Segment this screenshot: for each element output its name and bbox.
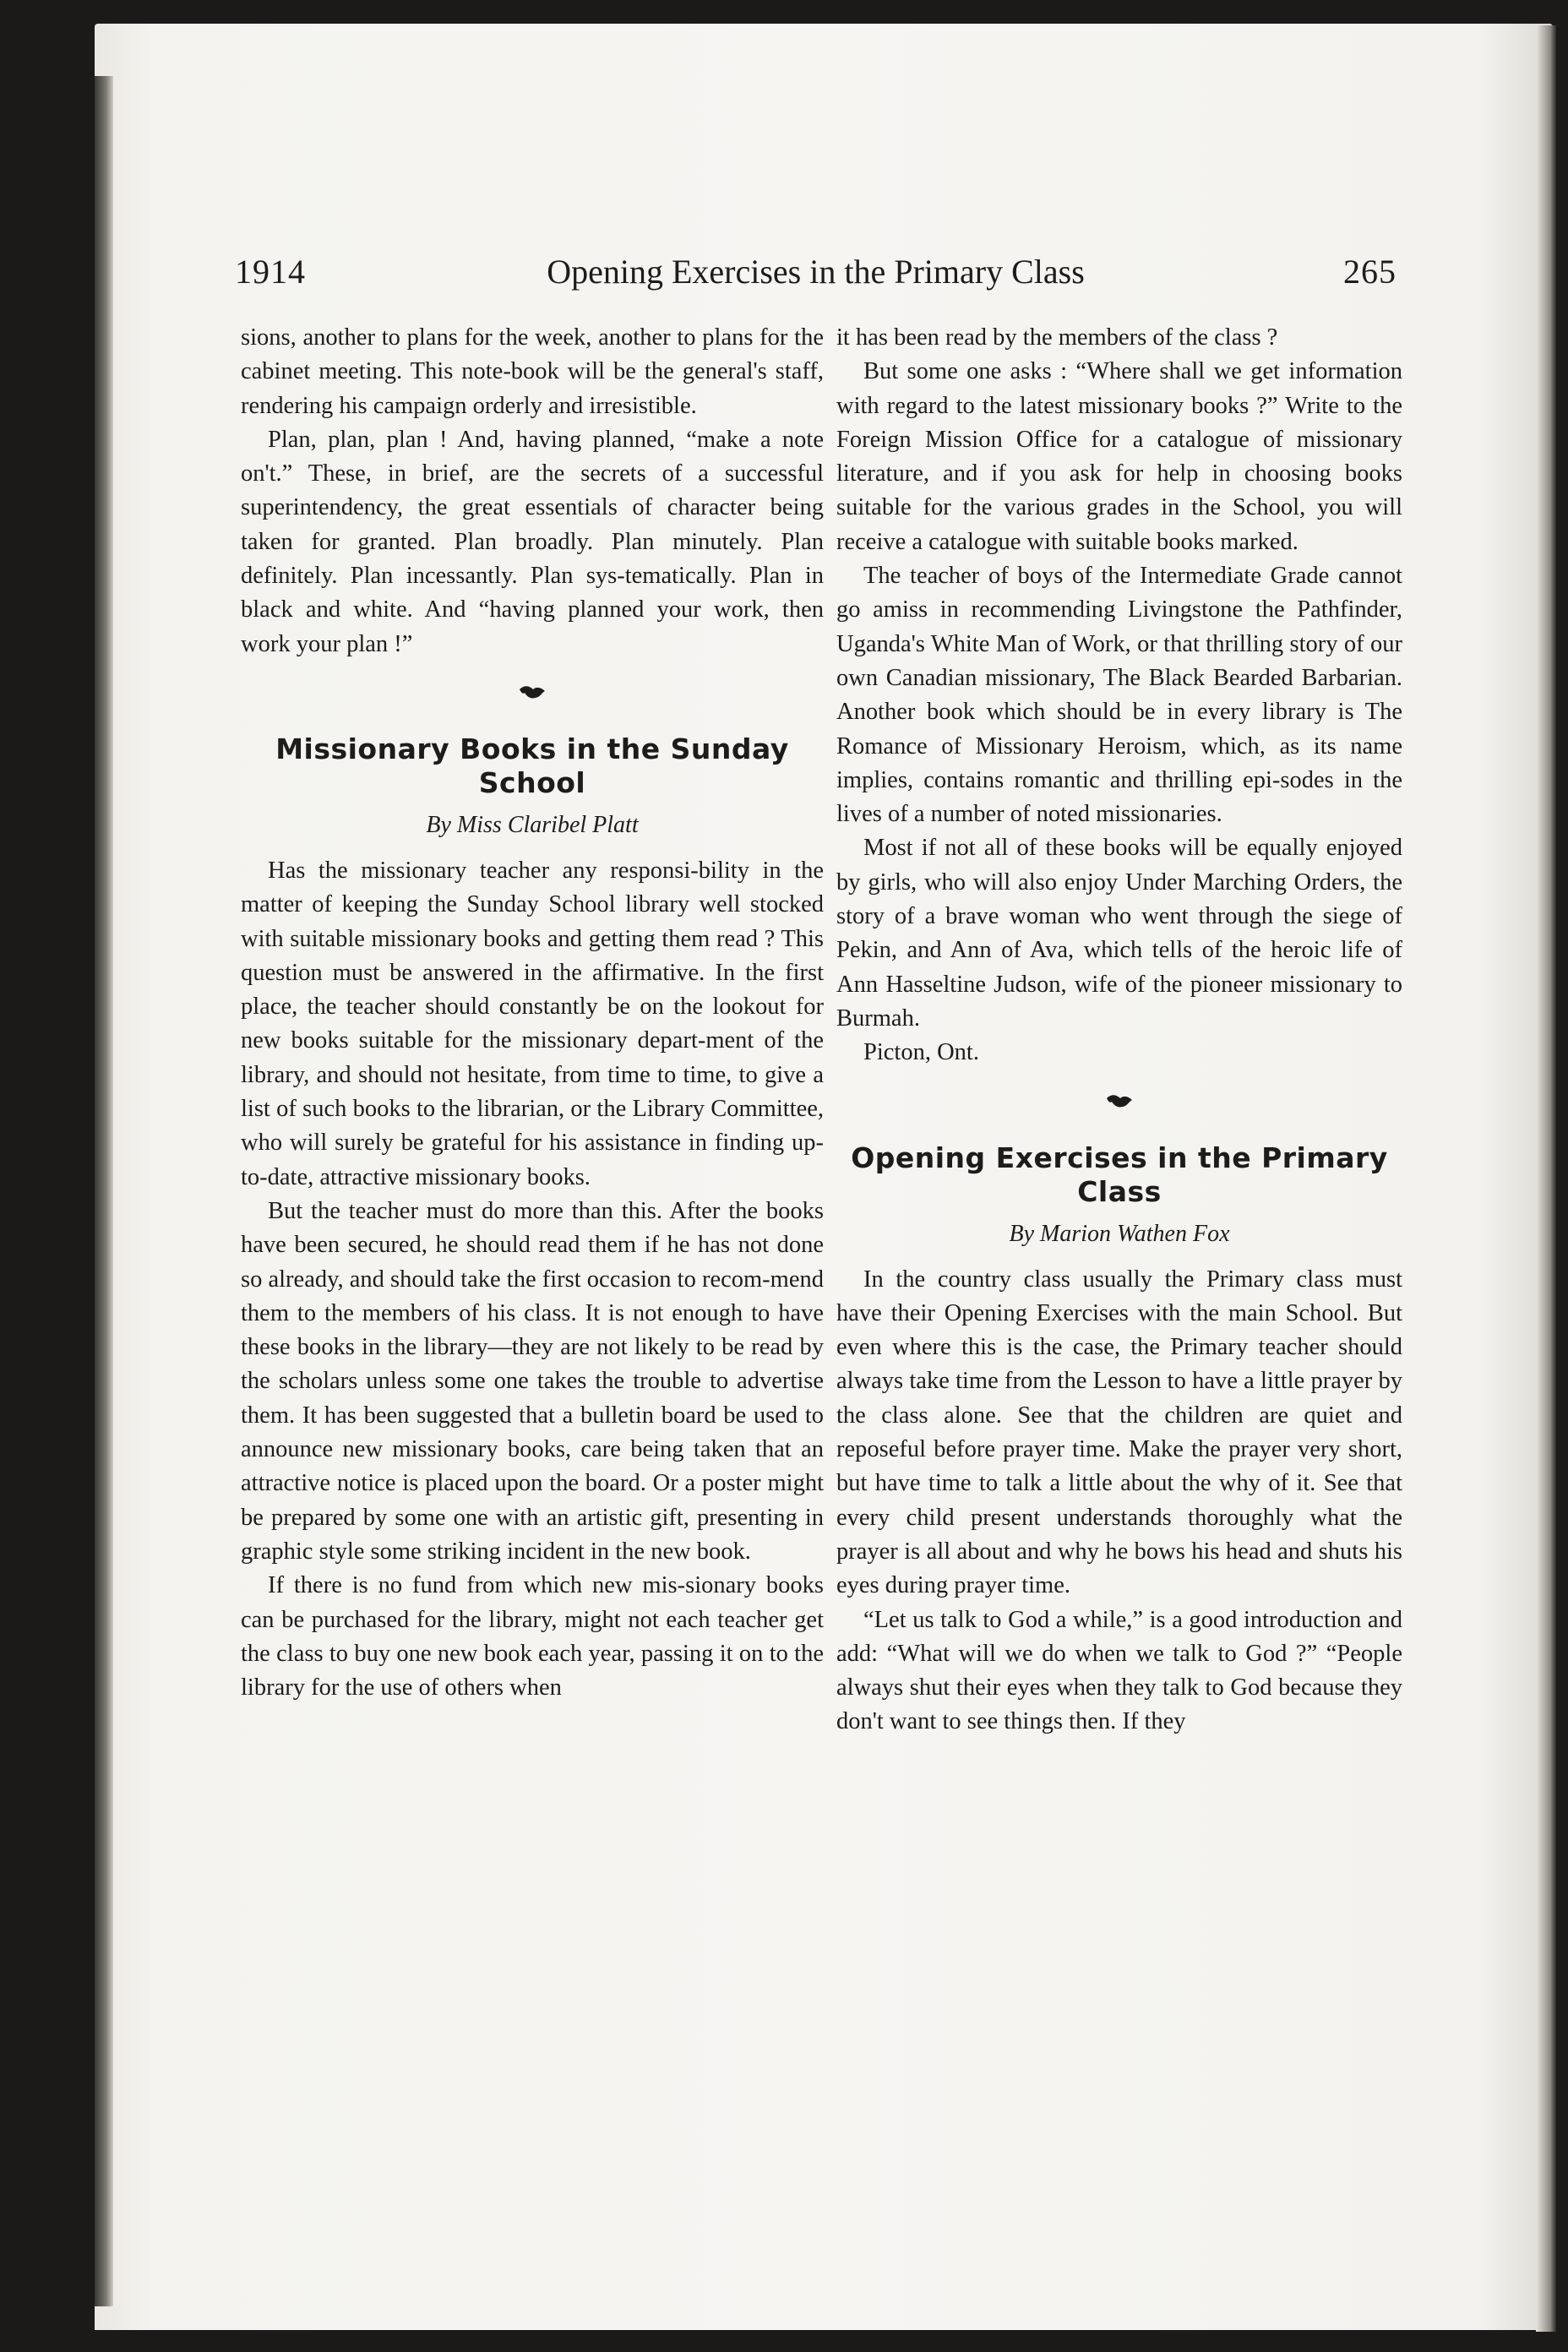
page-number: 265	[1343, 253, 1396, 291]
left-column	[241, 321, 824, 1705]
running-head-year: 1914	[235, 253, 306, 291]
binding-gutter	[95, 76, 113, 2306]
leaf-ornament-icon	[241, 673, 824, 707]
page-edge	[1536, 25, 1556, 2332]
article-title: Opening Exercises in the Primary Class	[851, 1141, 1388, 1208]
right-column	[836, 321, 1402, 1740]
running-head	[235, 247, 1396, 297]
running-head-title: Opening Exercises in the Primary Class	[547, 253, 1085, 291]
paragraph: Plan, plan, plan ! And, having planned, “make a note on't.” These, in brief, are the secrets of a successful superintendency, the great essentials of character being taken for granted. Plan broadly. Plan minutely. Plan definitely. Plan incessantly. Plan sys-tematically. Plan in black and white. And “having planned your work, then work your plan !”	[241, 426, 824, 657]
paragraph: Most if not all of these books will be equally enjoyed by girls, who will also enjoy Under Marching Orders, the story of a brave woman who went through the siege of Pekin, and Ann of Ava, which tells of the heroic life of Ann Hasseltine Judson, wife of the pioneer missionary to Burmah.	[836, 835, 1402, 1032]
paragraph: “Let us talk to God a while,” is a good introduction and add: “What will we do when we talk to God ?” “People always shut their eyes when they talk to God because they don't want to see things then. If they	[836, 1606, 1402, 1735]
paragraph: But some one asks : “Where shall we get information with regard to the latest missionary books ?” Write to the Foreign Mission Office for a catalogue of missionary literature, and if you ask for help in choosing books suitable for the various grades in the School, you will receive a catalogue with suitable books marked.	[836, 358, 1402, 555]
byline: By Marion Wathen Fox	[1009, 1220, 1230, 1247]
paragraph: it has been read by the members of the class ?	[836, 324, 1278, 351]
paragraph: In the country class usually the Primary class must have their Opening Exercises with the main School. But even where this is the case, the Primary teacher should always take time from the Lesson to have a little prayer by the class alone. See that the children are quiet and reposeful before prayer time. Make the prayer very short, but have time to talk a little about the why of it. See that every child present understands thoroughly what the prayer is all about and why he bows his head and shuts his eyes during prayer time.	[836, 1266, 1402, 1599]
signoff: Picton, Ont.	[863, 1039, 979, 1066]
leaf-ornament-icon	[836, 1082, 1402, 1116]
paragraph: But the teacher must do more than this. After the books have been secured, he should read them if he has not done so already, and should take the first occasion to recom-mend them to the members of his class. It is not enough to have these books in the library—they are not likely to be read by the scholars unless some one takes the trouble to advertise them. It has been suggested that a bulletin board be used to announce new missionary books, care being taken that an attractive notice is placed upon the board. Or a poster might be prepared by some one with an artistic gift, presenting in graphic style some striking incident in the new book.	[241, 1197, 824, 1565]
paragraph: sions, another to plans for the week, another to plans for the cabinet meeting. This note-book will be the general's staff, rendering his campaign orderly and irresistible.	[241, 324, 824, 419]
paragraph: Has the missionary teacher any responsi-bility in the matter of keeping the Sunday School library well stocked with suitable missionary books and getting them read ? This question must be answered in the affirmative. In the first place, the teacher should constantly be on the lookout for new books suitable for the missionary depart-ment of the library, and should not hesitate, from time to time, to give a list of such books to the librarian, or the Library Committee, who will surely be grateful for his assistance in finding up-to-date, attractive missionary books.	[241, 857, 824, 1190]
paragraph: The teacher of boys of the Intermediate Grade cannot go amiss in recommending Livingstone the Pathfinder, Uganda's White Man of Work, or that thrilling story of our own Canadian missionary, The Black Bearded Barbarian. Another book which should be in every library is The Romance of Missionary Heroism, which, as its name implies, contains romantic and thrilling epi-sodes in the lives of a number of noted missionaries.	[836, 563, 1402, 828]
article-title: Missionary Books in the Sunday School	[275, 732, 789, 799]
paragraph: If there is no fund from which new mis-sionary books can be purchased for the library, might not each teacher get the class to buy one new book each year, passing it on to the library for the use of others when	[241, 1572, 824, 1701]
byline: By Miss Claribel Platt	[426, 811, 639, 838]
